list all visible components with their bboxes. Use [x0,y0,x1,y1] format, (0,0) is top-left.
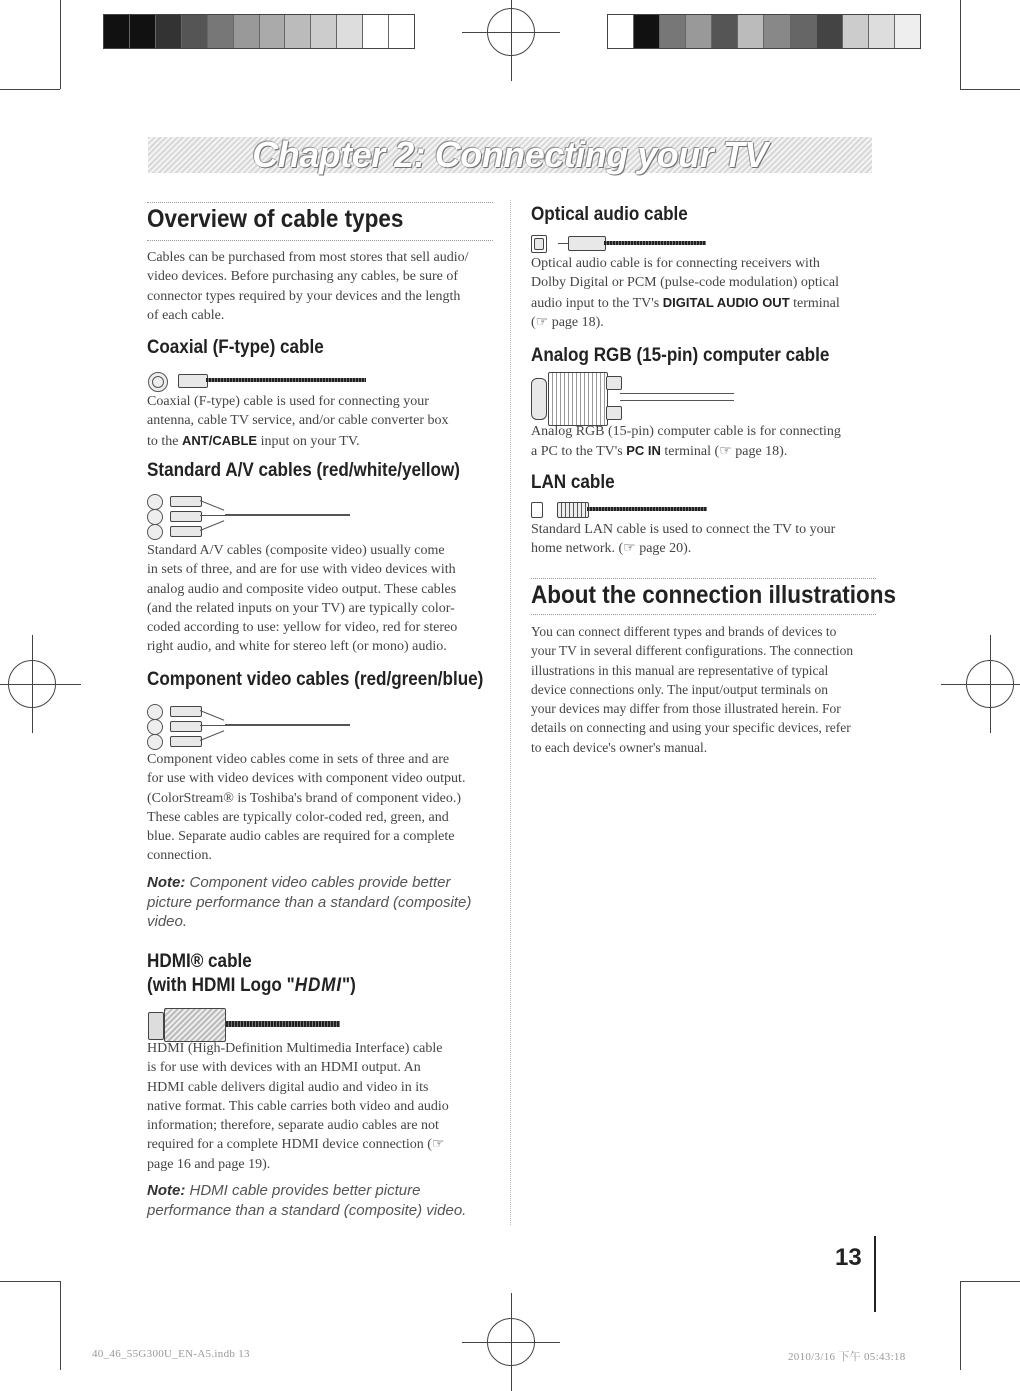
footer-file-info: 40_46_55G300U_EN-A5.indb 13 [92,1348,250,1360]
component-note: Note: Component video cables provide better picture performance than a standard (composite) video. [147,874,472,930]
section-rule [147,240,493,241]
hdmi-logo: HDMI [294,975,343,996]
color-bar-right [607,14,921,49]
section-rule [531,578,876,579]
section-title-lan: LAN cable [531,472,615,493]
section-rule [531,614,876,615]
page-number: 13 [835,1244,862,1271]
registration-mark-left [8,660,56,708]
chapter-title: Chapter 2: Connecting your TV [252,134,768,175]
page-number-bar [874,1236,876,1312]
about-text: You can connect different types and brands of devices to your TV in several different configurations. The connection illustrations in this manual are representative of typical device connections only. The input/output terminals on your devices may differ from those illustrated herein. For details on connecting and using your specific devices, refer to each device's owner's manual. [531,624,854,755]
digital-audio-out-keyword: DIGITAL AUDIO OUT [662,294,790,310]
registration-mark-top [487,8,535,56]
registration-mark-bottom [487,1318,535,1366]
section-title-optical: Optical audio cable [531,204,688,225]
column-divider [510,200,511,1225]
hdmi-note: Note: HDMI cable provides better picture performance than a standard (composite) video. [147,1182,467,1219]
section-title-standard-av: Standard A/V cables (red/white/yellow) [147,460,460,481]
ant-cable-keyword: ANT/CABLE [182,432,258,448]
section-rule [147,202,493,203]
analog-rgb-text: Analog RGB (15-pin) computer cable is for connecting a PC to the TV's PC IN terminal (☞ page 18). [531,424,841,460]
footer-timestamp: 2010/3/16 下午 05:43:18 [788,1351,906,1363]
hdmi-text: HDMI (High-Definition Multimedia Interface) cable is for use with devices with an HDMI output. An HDMI cable delivers digital audio and video in its native format. This cable carries both video and audio information; therefore, separate audio cables are not required for a complete HDMI device connection (☞ page 16 and page 19). [147,1041,449,1172]
pc-in-keyword: PC IN [626,443,661,459]
section-title-hdmi: HDMI® cable (with HDMI Logo "HDMI") [147,951,356,996]
optical-text: Optical audio cable is for connecting receivers with Dolby Digital or PCM (pulse-code modulation) optical audio input to the TV's DIGITAL AUDIO OUT terminal (☞ page 18). [531,256,840,330]
chapter-banner [148,134,872,175]
section-title-coaxial: Coaxial (F-type) cable [147,337,324,358]
overview-text: Cables can be purchased from most stores that sell audio/ video devices. Before purchasing any cables, be sure of connector types required by your devices and the length of each cable. [147,250,469,323]
component-text: Component video cables come in sets of three and are for use with video devices with component video output. (ColorStream® is Toshiba's brand of component video.) These cables are typically color-coded red, green, and blue. Separate audio cables are required for a complete connection. [147,752,466,864]
lan-text: Standard LAN cable is used to connect the TV to your home network. (☞ page 20). [531,522,836,557]
registration-mark-right [966,660,1014,708]
section-title-component: Component video cables (red/green/blue) [147,669,484,690]
color-bar-left [103,14,415,49]
section-title-about: About the connection illustrations [531,581,897,609]
section-title-analog-rgb: Analog RGB (15-pin) computer cable [531,345,830,366]
coaxial-text: Coaxial (F-type) cable is used for connecting your antenna, cable TV service, and/or cable converter box to the ANT/CABLE input on your TV. [147,394,449,449]
section-title-overview: Overview of cable types [147,205,404,233]
standard-av-text: Standard A/V cables (composite video) usually come in sets of three, and are for use with video devices with analog audio and composite video output. These cables (and the related inputs on your TV) are typically color- coded according to use: yellow for video, red for stereo right audio, and white for stereo left (or mono) audio. [147,543,458,655]
